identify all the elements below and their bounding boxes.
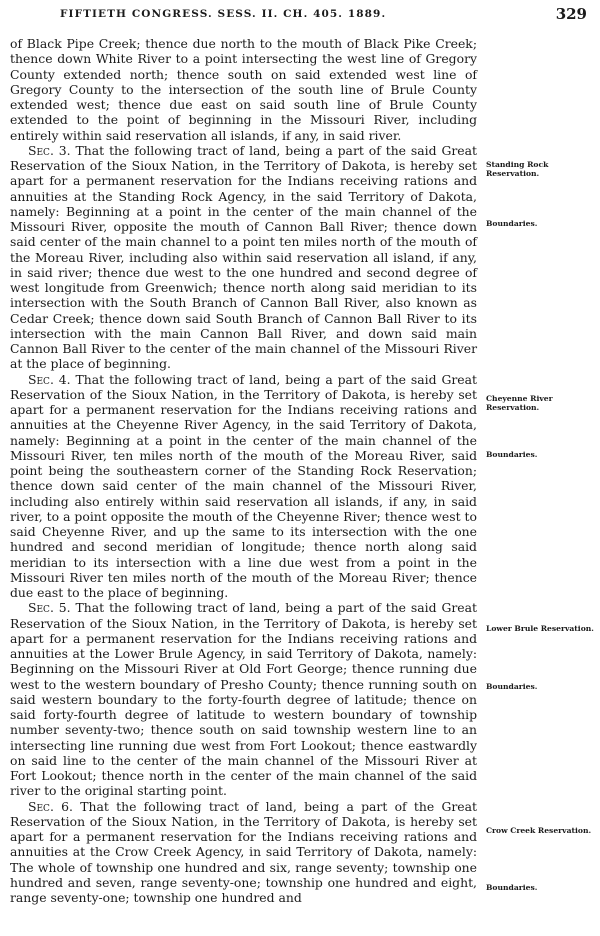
section-5-text: That the following tract of land, being a part of the said Great Reservation of the Sioux Nation, in the Territory of Dakota, is hereby set apart for a permanent reservation for the Indians receiving rations and annuities at the Lower Brule Agency, in said Territory of Dakota, namely: Beginning on the Missouri River at Old Fort George; thence running due west to the western boundary of Presho County; thence running south on said western boundary to the forty-fourth degree of latitude; thence on said forty-fourth degree of latitude to western boundary of township number seventy-two; thence south on said township western line to an intersecting line running due west from Fort Lookout; thence eastwardly on said line to the center of the main channel of the Missouri River at Fort Lookout; thence north in the center of the main channel of the said river to the original starting point.: [10, 600, 477, 799]
section-4: [10, 372, 477, 601]
margin-note-lower-brule: Lower Brule Reservation.: [486, 624, 594, 633]
section-4-text: That the following tract of land, being a part of the said Great Reservation of the Sioux Nation, in the Territory of Dakota, is hereby set apart for a permanent reservation for the Indians receiving rations and annuities at the Cheyenne River Agency, in the said Territory of Dakota, namely: Beginning at a point in the center of the main channel of the Missouri River, ten miles north of the mouth of the Moreau River, said point being the southeastern corner of the Standing Rock Reservation; thence down said center of the main channel of the Missouri River, including also entirely within said reservation all islands, if any, in said river, to a point opposite the mouth of the Cheyenne River; thence west to said Cheyenne River, and up the same to its intersection with the one hundred and second meridian of longitude; thence north along said meridian to its intersection with a line due west from a point in the Missouri River ten miles north of the mouth of the Moreau River; thence due east to the place of beginning.: [10, 371, 477, 600]
section-6-label: Sec. 6.: [28, 798, 73, 814]
section-3-label: Sec. 3.: [28, 142, 71, 158]
section-5: [10, 600, 477, 798]
margin-note-boundaries: Boundaries.: [486, 682, 538, 691]
intro-paragraph: of Black Pipe Creek; thence due north to the mouth of Black Pike Creek; thence down White River to a point intersecting the west line of Gregory County extended north; thence south on said extended west line of Gregory County to the intersection of the south line of Brule County extended west; thence due east on said south line of Brule County extended to the point of beginning in the Missouri River, including entirely within said reservation all islands, if any, in said river.: [10, 36, 477, 143]
margin-note-cheyenne-river: Cheyenne River Reservation.: [486, 394, 553, 413]
section-4-label: Sec. 4.: [28, 371, 71, 387]
main-text-column: [10, 36, 477, 905]
section-3: [10, 143, 477, 372]
page-header: [0, 0, 600, 26]
section-5-label: Sec. 5.: [28, 600, 71, 616]
margin-note-standing-rock: Standing Rock Reservation.: [486, 160, 549, 179]
section-3-text: That the following tract of land, being a part of the said Great Reservation of the Sioux Nation, in the Territory of Dakota, is hereby set apart for a permanent reservation for the Indians receiving rations and annuities at the Standing Rock Agency, in the said Territory of Dakota, namely: Beginning at a point in the center of the main channel of the Missouri River, opposite the mouth of Cannon Ball River; thence down said center of the main channel to a point ten miles north of the mouth of the Moreau River, including also within said reservation all island, if any, in said river; thence due west to the one hundred and second degree of west longitude from Greenwich; thence north along said meridian to its intersection with the South Branch of Cannon Ball River, also known as Cedar Creek; thence down said South Branch of Cannon Ball River to its intersection with the main Cannon Ball River, and down said main Cannon Ball River to the center of the main channel of the Missouri River at the place of beginning.: [10, 142, 477, 372]
page-number: 329: [555, 5, 587, 23]
margin-note-crow-creek: Crow Creek Reservation.: [486, 826, 592, 835]
margin-note-boundaries: Boundaries.: [486, 450, 538, 459]
section-6: [10, 799, 477, 906]
running-title: FIFTIETH CONGRESS. SESS. II. CH. 405. 1889.: [60, 8, 387, 20]
margin-note-boundaries: Boundaries.: [486, 883, 538, 892]
section-6-text: That the following tract of land, being a part of the Great Reservation of the Sioux Nation, in the Territory of Dakota, is hereby set apart for a permanent reservation for the Indians receiving rations and annuities at the Crow Creek Agency, in said Territory of Dakota, namely: The whole of township one hundred and six, range seventy; township one hundred and seven, range seventy-one; township one hundred and eight, range seventy-one; township one hundred and: [10, 798, 477, 905]
margin-note-boundaries: Boundaries.: [486, 219, 538, 228]
